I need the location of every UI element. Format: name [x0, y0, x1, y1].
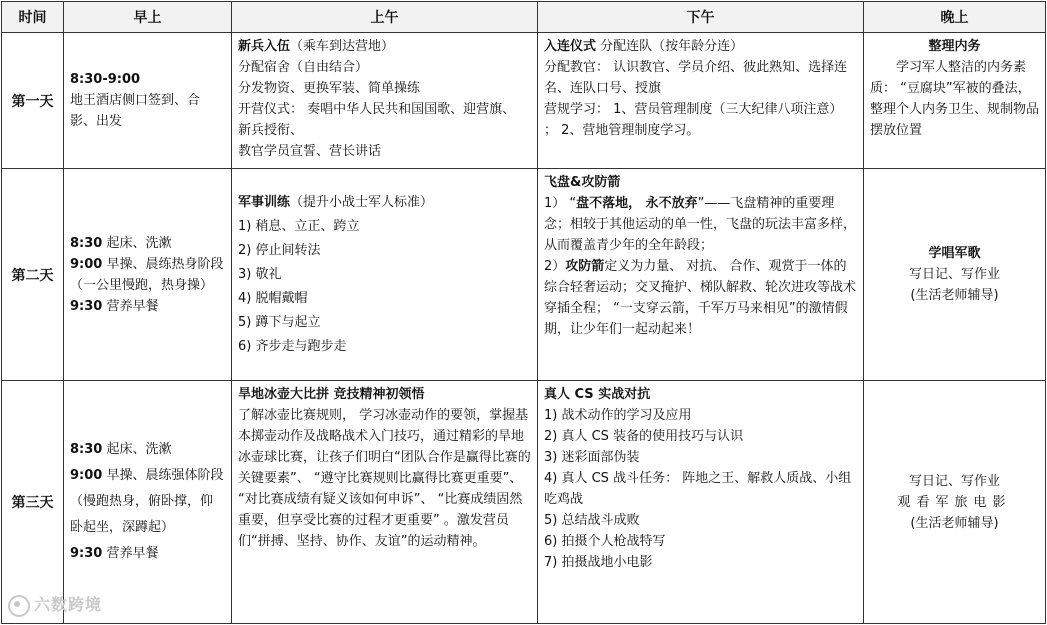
activity-line: 1) 战术动作的学习及应用	[544, 408, 692, 423]
activity-line: (生活老师辅导)	[910, 515, 999, 531]
activity-line: 2) 真人 CS 装备的使用技巧与认识	[544, 429, 744, 444]
activity-line: 3) 敬礼	[238, 266, 282, 282]
schedule-table	[1, 1, 1046, 624]
header-afternoon: 下午	[538, 2, 864, 33]
activity-line: 学习军人整洁的内务素质： “豆腐块”军被的叠法，整理个人内务卫生、规制物品摆放位置	[870, 60, 1040, 138]
header-morning: 早上	[64, 2, 232, 33]
watermark-text: 六数跨境	[34, 595, 103, 614]
forenoon-cell	[232, 381, 538, 624]
activity-paragraph: 1） “盘不落地， 永不放弃”——飞盘精神的重要理念；相较于其他运动的单一性，飞盘的玩法丰富多样，从而覆盖青少年的全年龄段；	[544, 196, 857, 253]
activity-title: 军事训练	[238, 194, 291, 210]
header-evening: 晚上	[864, 2, 1046, 33]
morning-cell	[64, 381, 232, 624]
activity-line: 5) 蹲下与起立	[238, 314, 321, 330]
activity-line: 教官学员宣誓、营长讲话	[238, 144, 382, 159]
day-row-3	[2, 381, 1046, 624]
schedule-item: 9:30 营养早餐	[70, 546, 159, 561]
evening-cell	[864, 381, 1046, 624]
morning-cell	[64, 33, 232, 169]
activity-line: 分发物资、更换军装、简单操练	[238, 81, 421, 96]
camera-logo-icon	[8, 595, 30, 617]
activity-title: 入连仪式	[544, 39, 597, 54]
afternoon-cell	[538, 33, 864, 169]
activity-line: 写日记、写作业	[908, 473, 1000, 489]
day-row-1	[2, 33, 1046, 169]
evening-cell	[864, 33, 1046, 169]
activity-line: (生活老师辅导)	[910, 288, 999, 303]
activity-line: 6) 齐步走与跑步走	[238, 338, 347, 354]
schedule-item: 8:30 起床、洗漱	[70, 442, 172, 457]
afternoon-cell	[538, 381, 864, 624]
schedule-item: 8:30 起床、洗漱	[70, 235, 172, 251]
activity-title: 新兵入伍	[238, 39, 291, 54]
activity-line: 5) 总结战斗成败	[544, 513, 640, 528]
forenoon-cell	[232, 33, 538, 169]
day-label: 第二天	[2, 169, 64, 381]
header-time: 时间	[2, 2, 64, 33]
morning-time: 8:30-9:00	[70, 72, 141, 87]
day-label: 第一天	[2, 33, 64, 169]
activity-paragraph: 2）攻防箭定义为力量、 对抗、 合作、观赏于一体的综合轻奢运动；交叉掩护、梯队解救、轮次进攻等战术穿插全程； “一支穿云箭，千军万马来相见”的激情假期，让少年们一起动起来！	[544, 259, 857, 337]
morning-cell	[64, 169, 232, 381]
day-label: 第三天	[2, 381, 64, 624]
activity-line: 开营仪式： 奏唱中华人民共和国国歌、迎营旗、 新兵授衔、	[238, 102, 516, 138]
activity-line: 7) 拍摄战地小电影	[544, 555, 653, 570]
activity-paragraph: 了解冰壶比赛规则， 学习冰壶动作的要领，掌握基本掷壶动作及战略战术入门技巧，通过精彩的旱地冰壶球比赛，让孩子们明白“团队合作是赢得比赛的关键要素”、 “遵守比赛规则比赢得比赛更重要”、 “对比赛成绩有疑义该如何申诉”、 “比赛成绩固然重要，但享受比赛的过程才更重要” 。激发营员们“拼搏、坚持、协作、友谊”的运动精神。	[238, 408, 531, 549]
activity-title: 旱地冰壶大比拼 竞技精神初领悟	[238, 387, 425, 402]
activity-title: 真人 CS 实战对抗	[544, 387, 651, 402]
afternoon-cell	[538, 169, 864, 381]
activity-line: 6) 拍摄个人枪战特写	[544, 534, 666, 549]
activity-title: 飞盘&攻防箭	[544, 175, 621, 190]
evening-cell	[864, 169, 1046, 381]
morning-text: 地王酒店侧口签到、合影、出发	[70, 93, 201, 129]
activity-line: 观看军旅电影	[897, 494, 1012, 510]
activity-line: 4) 脱帽戴帽	[238, 290, 308, 306]
activity-line: 4) 真人 CS 战斗任务： 阵地之王、解救人质战、小组吃鸡战	[544, 471, 852, 507]
schedule-item: 9:30 营养早餐	[70, 298, 159, 314]
activity-line: 营规学习： 1、营员管理制度（三大纪律八项注意） ； 2、营地管理制度学习。	[544, 102, 843, 138]
watermark	[8, 592, 102, 617]
day-row-2	[2, 169, 1046, 381]
forenoon-cell	[232, 169, 538, 381]
header-row	[2, 2, 1046, 33]
activity-title: 整理内务	[928, 39, 981, 54]
activity-line: 分配教官： 认识教官、学员介绍、彼此熟知、选择连名、连队口号、授旗	[544, 60, 848, 96]
activity-note: （乘车到达营地）	[290, 39, 395, 54]
schedule-item: 9:00 早操、晨练热身阶段（一公里慢跑，热身操）	[70, 256, 224, 293]
activity-line: 2) 停止间转法	[238, 242, 321, 258]
activity-note: （提升小战士军人标准）	[290, 194, 434, 210]
activity-title: 学唱军歌	[928, 246, 981, 261]
activity-line: 3) 迷彩面部伪装	[544, 450, 640, 465]
activity-note: 分配连队（按年龄分连）	[596, 39, 744, 54]
activity-line: 分配宿舍（自由结合）	[238, 60, 369, 75]
activity-line: 1) 稍息、立正、跨立	[238, 218, 360, 234]
activity-line: 写日记、写作业	[908, 267, 1000, 282]
schedule-item: 9:00 早操、晨练强体阶段（慢跑热身，俯卧撑，仰卧起坐，深蹲起）	[70, 468, 224, 535]
header-forenoon: 上午	[232, 2, 538, 33]
